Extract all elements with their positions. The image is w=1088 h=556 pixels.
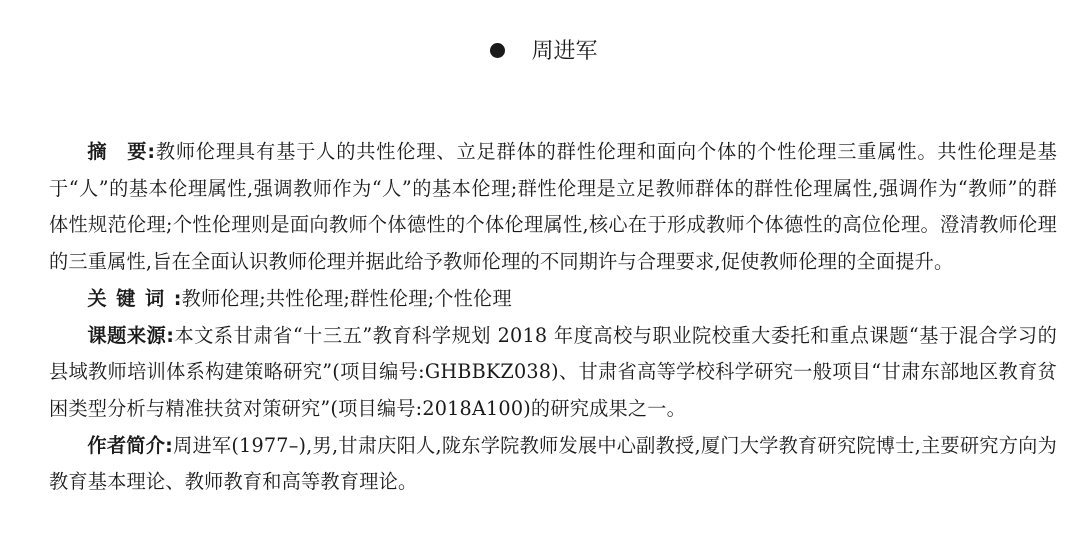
funding-label: 课题来源: [87,323,175,347]
bio-label: 作者简介: [87,433,174,457]
funding-text: 本文系甘肃省“十三五”教育科学规划 2018 年度高校与职业院校重大委托和重点课题“基于混合学习的县域教师培训体系构建策略研究”(项目编号:GHBBKZ038)、甘肃省高等学校科学研究一般项目“甘肃东部地区教育贫困类型分析与精准扶贫对策研究”(项目编号:2018A100)的研究成果之一。 [49,323,1057,420]
funding-paragraph [49,318,1057,428]
bio-text: 周进军(1977–),男,甘肃庆阳人,陇东学院教师发展中心副教授,厦门大学教育研究院博士,主要研究方向为教育基本理论、教师教育和高等教育理论。 [49,433,1057,494]
article-front-matter [49,134,1057,501]
keywords-paragraph [49,281,1057,318]
author-name: 周进军 [531,39,598,64]
abstract-text: 教师伦理具有基于人的共性伦理、立足群体的群性伦理和面向个体的个性伦理三重属性。共性伦理是基于“人”的基本伦理属性,强调教师作为“人”的基本伦理;群性伦理是立足教师群体的群性伦理属性,强调作为“教师”的群体性规范伦理;个性伦理则是面向教师个体德性的个体伦理属性,核心在于形成教师个体德性的高位伦理。澄清教师伦理的三重属性,旨在全面认识教师伦理并据此给予教师伦理的不同期许与合理要求,促使教师伦理的全面提升。 [49,140,1058,274]
abstract-paragraph [49,134,1057,281]
keywords-text: 教师伦理;共性伦理;群性伦理;个性伦理 [181,286,512,310]
abstract-label: 摘 要: [87,140,156,163]
bio-paragraph [49,428,1057,501]
author-heading [0,36,1088,68]
bullet-icon [490,43,505,58]
keywords-label: 关键词: [87,286,182,310]
